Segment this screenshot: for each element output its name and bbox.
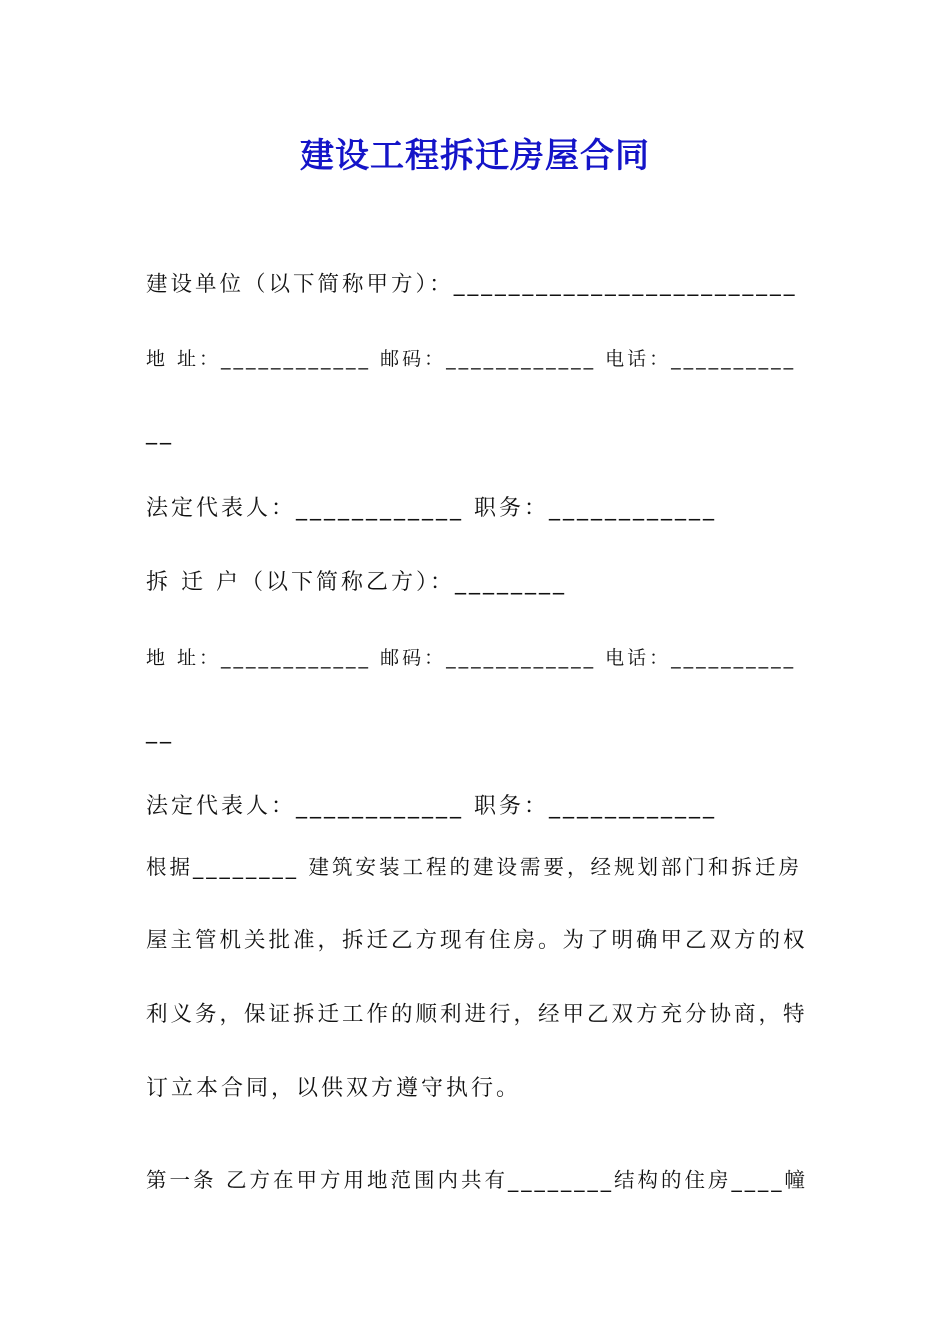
party-b-address-line: 地 址：____________ 邮码：____________ 电话：__________ bbox=[146, 647, 797, 669]
party-b-address-overflow: __ bbox=[146, 719, 174, 744]
preamble-line: 屋主管机关批准，拆迁乙方现有住房。为了明确甲乙双方的权 bbox=[146, 928, 808, 953]
party-a-representative-line: 法定代表人：____________ 职务：____________ bbox=[146, 496, 717, 521]
party-a-address-line: 地 址：____________ 邮码：____________ 电话：__________ bbox=[146, 348, 797, 370]
preamble-paragraph bbox=[146, 830, 808, 1126]
article-1-line: 第一条 乙方在甲方用地范围内共有________结构的住房____幢 bbox=[146, 1168, 809, 1192]
preamble-line: 订立本合同，以供双方遵守执行。 bbox=[146, 1076, 522, 1101]
preamble-line: 利义务，保证拆迁工作的顺利进行，经甲乙双方充分协商，特 bbox=[146, 1002, 808, 1027]
party-b-representative-line: 法定代表人：____________ 职务：____________ bbox=[146, 794, 717, 819]
document-title: 建设工程拆迁房屋合同 bbox=[300, 136, 650, 176]
party-a-address-overflow: __ bbox=[146, 420, 174, 445]
party-b-line: 拆 迁 户（以下简称乙方）：________ bbox=[146, 570, 567, 595]
party-a-unit-line: 建设单位（以下简称甲方）：_________________________ bbox=[146, 272, 798, 297]
preamble-line: 根据________ 建筑安装工程的建设需要，经规划部门和拆迁房 bbox=[146, 855, 803, 879]
